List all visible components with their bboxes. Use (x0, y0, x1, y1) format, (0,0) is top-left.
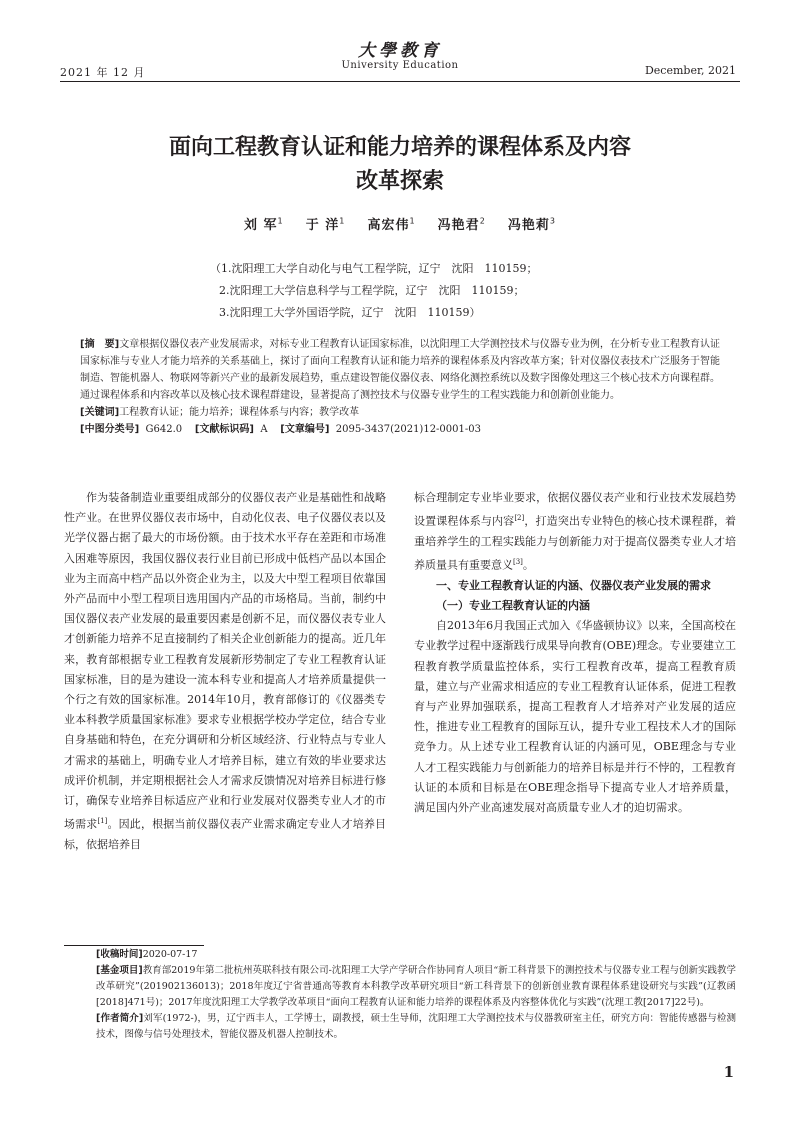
author-list (60, 214, 740, 233)
author: 于 洋$^1$ (305, 216, 346, 233)
author: 冯艳莉$^3$ (507, 216, 556, 233)
footnote-rule (64, 945, 204, 946)
paper-title (60, 131, 740, 199)
author: 冯艳君$^2$ (437, 216, 486, 233)
affiliations (210, 258, 538, 324)
affiliation-line: 2.沈阳理工大学信息科学与工程学院，辽宁 沈阳 110159； (219, 284, 525, 297)
body-left-column (64, 488, 386, 855)
body-right-column (414, 488, 736, 818)
page-number: 1 (723, 1063, 734, 1081)
classification: [中图分类号] G642.0 [文献标识码] A [文章编号] 2095-3437(2021)12-0001-03 (80, 424, 481, 435)
author: 高宏伟$^1$ (367, 216, 416, 233)
body-paragraph: 自2013年6月我国正式加入《华盛顿协议》以来，全国高校在专业教学过程中逐渐践行成果导向教育(OBE)理念。专业要建立工程教育教学质量监控体系，实行工程教育改革，提高工程教育质量，建立与产业需求相适应的专业工程教育认证体系，促进工程教育与产业界加强联系，提高工程教育人才培养对产业发展的适应性，推进专业工程教育的国际互认，提升专业工程技术人才的国际竞争力。从上述专业工程教育认证的内涵可见，OBE理念与专业人才工程实践能力与创新能力的培养目标是并行不悖的，工程教育认证的本质和目标是在OBE理念指导下提高专业人才培养质量，满足国内外产业高速发展对高质量专业人才的迫切需求。 (414, 619, 736, 814)
affiliation-line: 3.沈阳理工大学外国语学院，辽宁 沈阳 110159） (219, 306, 481, 319)
journal-logo: 大學教育 (358, 41, 442, 61)
author-bio: [作者简介]刘军(1972-)，男，辽宁西丰人，工学博士，副教授，硕士生导师，沈阳理工大学测控技术与仪器教研室主任，研究方向：智能传感器与检测技术，图像与信号处理技术，智能仪器及机器人控制技术。 (96, 1013, 736, 1040)
header-date-en: December, 2021 (644, 64, 736, 77)
header-date-cn: 2021 年 12 月 (60, 66, 146, 79)
keywords: [关键词]工程教育认证；能力培养；课程体系与内容；教学改革 (80, 407, 360, 418)
body-paragraph: 作为装备制造业重要组成部分的仪器仪表产业是基础性和战略性产业。在世界仪器仪表市场中，自动化仪表、电子仪器仪表以及光学仪器占据了最大的市场份额。由于技术水平存在差距和市场准入困难等原因，我国仪器仪表行业目前已形成中低档产品以本国企业为主而高中档产品以外资企业为主，以及大中型工程项目依靠国外产品而中小型工程项目选用国内产品的市场格局。当前，制约中国仪器仪表产业发展的最重要因素是创新不足，而仪器仪表专业人才创新能力培养不足直接制约了相关企业创新能力的提高。近几年来，教育部根据专业工程教育发展新形势制定了专业工程教育认证国家标准，目的是为建设一流本科专业和提高人才培养质量提供一个行之有效的国家标准。2014年10月，教育部修订的《仪器类专业本科教学质量国家标准》要求专业根据学校办学定位，结合专业自身基础和特色，在充分调研和分析区域经济、行业特点与专业人才需求的基础上，明确专业人才培养目标，建立有效的毕业要求达成评价机制，并定期根据社会人才需求反馈情况对培养目标进行修订，确保专业培养目标适应产业和行业发展对仪器类专业人才的市场需求[1]。因此，根据当前仪器仪表产业需求确定专业人才培养目标，依据培养目 (64, 491, 386, 852)
subsection-heading: （一）专业工程教育认证的内涵 (436, 599, 590, 613)
title-line-2: 改革探索 (355, 169, 444, 194)
funding: [基金项目]教育部2019年第二批杭州英联科技有限公司-沈阳理工大学产学研合作协同育人项目“新工科背景下的测控技术与仪器专业工程与创新实践教学改革研究”(201902136013)；2018年度辽宁省普通高等教育本科教学改革研究项目“新工科背景下的创新创业教育课程体系建设研究与实践”(辽教函[2018]471号)；2017年度沈阳理工大学教学改革项目“面向工程教育认证和能力培养的课程体系及内容整体优化与实践”(沈理工教[2017]22号)。 (96, 965, 737, 1008)
body-paragraph: 标合理制定专业毕业要求，依据仪器仪表产业和行业技术发展趋势设置课程体系与内容[2]，打造突出专业特色的核心技术课程群，着重培养学生的工程实践能力与创新能力对于提高仪器类专业人才培养质量具有重要意义[3]。 (414, 491, 737, 572)
abstract: [摘 要]文章根据仪器仪表产业发展需求，对标专业工程教育认证国家标准，以沈阳理工大学测控技术与仪器专业为例，在分析专业工程教育认证国家标准与专业人才能力培养的关系基础上，探讨了面向工程教育认证和能力培养的课程体系及内容改革方案；针对仪器仪表技术广泛服务于智能制造、智能机器人、物联网等新兴产业的最新发展趋势，重点建设智能仪器仪表、网络化测控系统以及数字图像处理这三个核心技术方向课程群。通过课程体系和内容改革以及核心技术课程群建设，显著提高了测控技术与仪器专业学生的工程实践能力和创新创业能力。 (80, 339, 721, 401)
abstract-block (80, 336, 720, 438)
footnotes (96, 947, 736, 1043)
author: 刘 军$^1$ (243, 216, 284, 233)
affiliation-line: （1.沈阳理工大学自动化与电气工程学院，辽宁 沈阳 110159； (210, 262, 538, 275)
received-date: [收稿时间]2020-07-17 (96, 949, 198, 960)
section-heading: 一、专业工程教育认证的内涵、仪器仪表产业发展的需求 (436, 579, 711, 593)
title-line-1: 面向工程教育认证和能力培养的课程体系及内容 (168, 135, 631, 160)
journal-subtitle: University Education (341, 60, 459, 71)
header-rule (60, 81, 740, 82)
